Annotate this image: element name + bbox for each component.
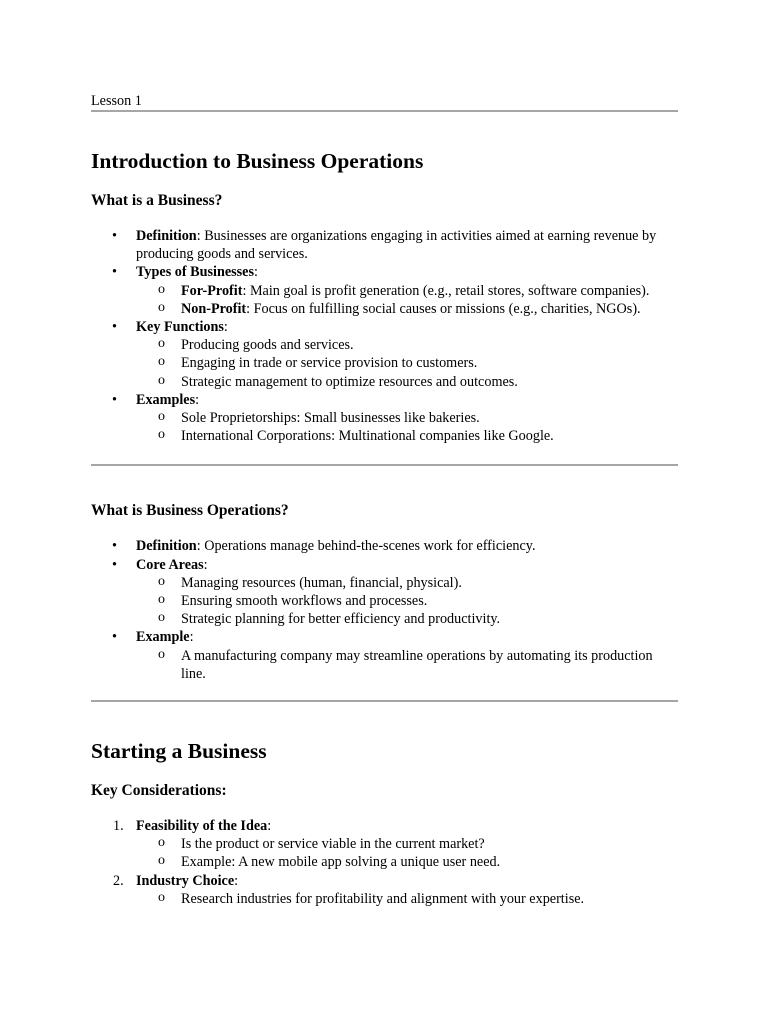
subtitle-what-is-business: What is a Business?: [91, 192, 223, 209]
sub-list: [136, 835, 678, 871]
item-text: :: [267, 818, 272, 835]
list-item: [91, 872, 678, 908]
sub-list-item: [91, 336, 678, 354]
sub-bullet-marker: o: [158, 853, 165, 869]
item-label: Industry Choice: [136, 872, 235, 889]
item-text: : Businesses are organizations engaging in activities aimed at earning revenue by producing goods and services.: [136, 228, 657, 263]
page-header: Lesson 1: [91, 93, 142, 109]
sub-list: [136, 282, 678, 318]
sub-list-item: [91, 427, 678, 445]
sub-item-text: Engaging in trade or service provision to customers.: [181, 355, 478, 372]
sub-item-text: Strategic management to optimize resources and outcomes.: [181, 373, 518, 390]
item-label: Types of Businesses: [136, 264, 254, 281]
list-number: 2.: [113, 872, 124, 889]
item-text: :: [189, 629, 194, 646]
sub-list-item: [91, 647, 678, 683]
sub-bullet-marker: o: [158, 409, 165, 425]
sub-item-text: A manufacturing company may streamline operations by automating its production line.: [181, 647, 653, 682]
section-title-intro: Introduction to Business Operations: [91, 149, 424, 173]
item-label: Feasibility of the Idea: [136, 818, 268, 835]
sub-bullet-marker: o: [158, 354, 165, 370]
subtitle-key-considerations: Key Considerations:: [91, 782, 227, 800]
item-text: :: [203, 556, 208, 573]
bullet-marker: •: [112, 228, 117, 244]
sub-item-text: : Focus on fulfilling social causes or missions (e.g., charities, NGOs).: [246, 300, 641, 317]
item-text: :: [234, 872, 239, 889]
list-item: [91, 263, 678, 318]
sub-list: [136, 890, 678, 908]
bullet-marker: •: [112, 264, 117, 281]
sub-list-item: [91, 574, 678, 592]
list-item: [91, 537, 678, 555]
sub-item-text: Sole Proprietorships: Small businesses like bakeries.: [181, 410, 480, 427]
sub-bullet-marker: o: [158, 610, 165, 626]
list-item: [91, 628, 678, 683]
sub-item-label: Non-Profit: [181, 300, 247, 317]
sub-item-text: International Corporations: Multinational companies like Google.: [181, 428, 554, 445]
sub-item-label: For-Profit: [181, 282, 243, 299]
sub-item-text: Example: A new mobile app solving a unique user need.: [181, 854, 501, 871]
item-label: Key Functions: [136, 319, 224, 336]
sub-list: [136, 409, 678, 445]
header-rule: [91, 110, 678, 112]
section-title-starting: Starting a Business: [91, 739, 267, 764]
list-item: [91, 817, 678, 872]
document-page: [91, 0, 678, 908]
sub-list-item: [91, 300, 678, 318]
sub-bullet-marker: o: [158, 299, 165, 315]
sub-bullet-marker: o: [158, 835, 165, 851]
item-label: Examples: [136, 391, 196, 408]
sub-list-item: [91, 354, 678, 372]
list-number: 1.: [113, 818, 124, 835]
list-item: [91, 318, 678, 391]
list-business-operations: [91, 537, 678, 683]
sub-list: [136, 647, 678, 683]
sub-bullet-marker: o: [158, 427, 165, 443]
bullet-marker: •: [112, 556, 117, 573]
list-key-considerations: [91, 817, 678, 908]
sub-list-item: [91, 835, 678, 853]
divider-1: [91, 464, 678, 466]
sub-bullet-marker: o: [158, 573, 165, 589]
bullet-marker: •: [112, 391, 117, 408]
sub-list-item: [91, 409, 678, 427]
sub-list: [136, 336, 678, 391]
sub-list-item: [91, 610, 678, 628]
sub-bullet-marker: o: [158, 336, 165, 352]
list-item: [91, 227, 678, 263]
list-what-is-business: [91, 227, 678, 445]
item-label: Example: [136, 629, 190, 646]
sub-item-text: Managing resources (human, financial, physical).: [181, 574, 462, 591]
item-label: Core Areas: [136, 556, 204, 573]
sub-item-text: Strategic planning for better efficiency and productivity.: [181, 611, 501, 628]
sub-item-text: Is the product or service viable in the current market?: [181, 836, 485, 853]
sub-bullet-marker: o: [158, 372, 165, 388]
bullet-marker: •: [112, 319, 117, 336]
subtitle-business-operations: What is Business Operations?: [91, 502, 289, 520]
item-text: : Operations manage behind-the-scenes work for efficiency.: [196, 538, 536, 555]
bullet-marker: •: [112, 538, 117, 555]
bullet-marker: •: [112, 629, 117, 646]
sub-bullet-marker: o: [158, 281, 165, 297]
item-text: :: [195, 391, 200, 408]
sub-list-item: [91, 373, 678, 391]
list-item: [91, 556, 678, 629]
item-label: Definition: [136, 538, 197, 555]
item-text: :: [223, 319, 228, 336]
sub-item-text: Ensuring smooth workflows and processes.: [181, 593, 428, 610]
sub-list-item: [91, 282, 678, 300]
sub-item-text: Producing goods and services.: [181, 337, 354, 354]
sub-bullet-marker: o: [158, 592, 165, 608]
sub-bullet-marker: o: [158, 646, 165, 662]
divider-2: [91, 700, 678, 702]
sub-item-text: : Main goal is profit generation (e.g., retail stores, software companies).: [242, 282, 650, 299]
sub-list-item: [91, 592, 678, 610]
sub-list-item: [91, 890, 678, 908]
sub-list: [136, 574, 678, 629]
item-label: Definition: [136, 228, 197, 244]
item-text: :: [254, 264, 258, 281]
sub-list-item: [91, 853, 678, 871]
list-item: [91, 391, 678, 446]
sub-bullet-marker: o: [158, 889, 165, 905]
sub-item-text: Research industries for profitability and alignment with your expertise.: [181, 890, 585, 907]
